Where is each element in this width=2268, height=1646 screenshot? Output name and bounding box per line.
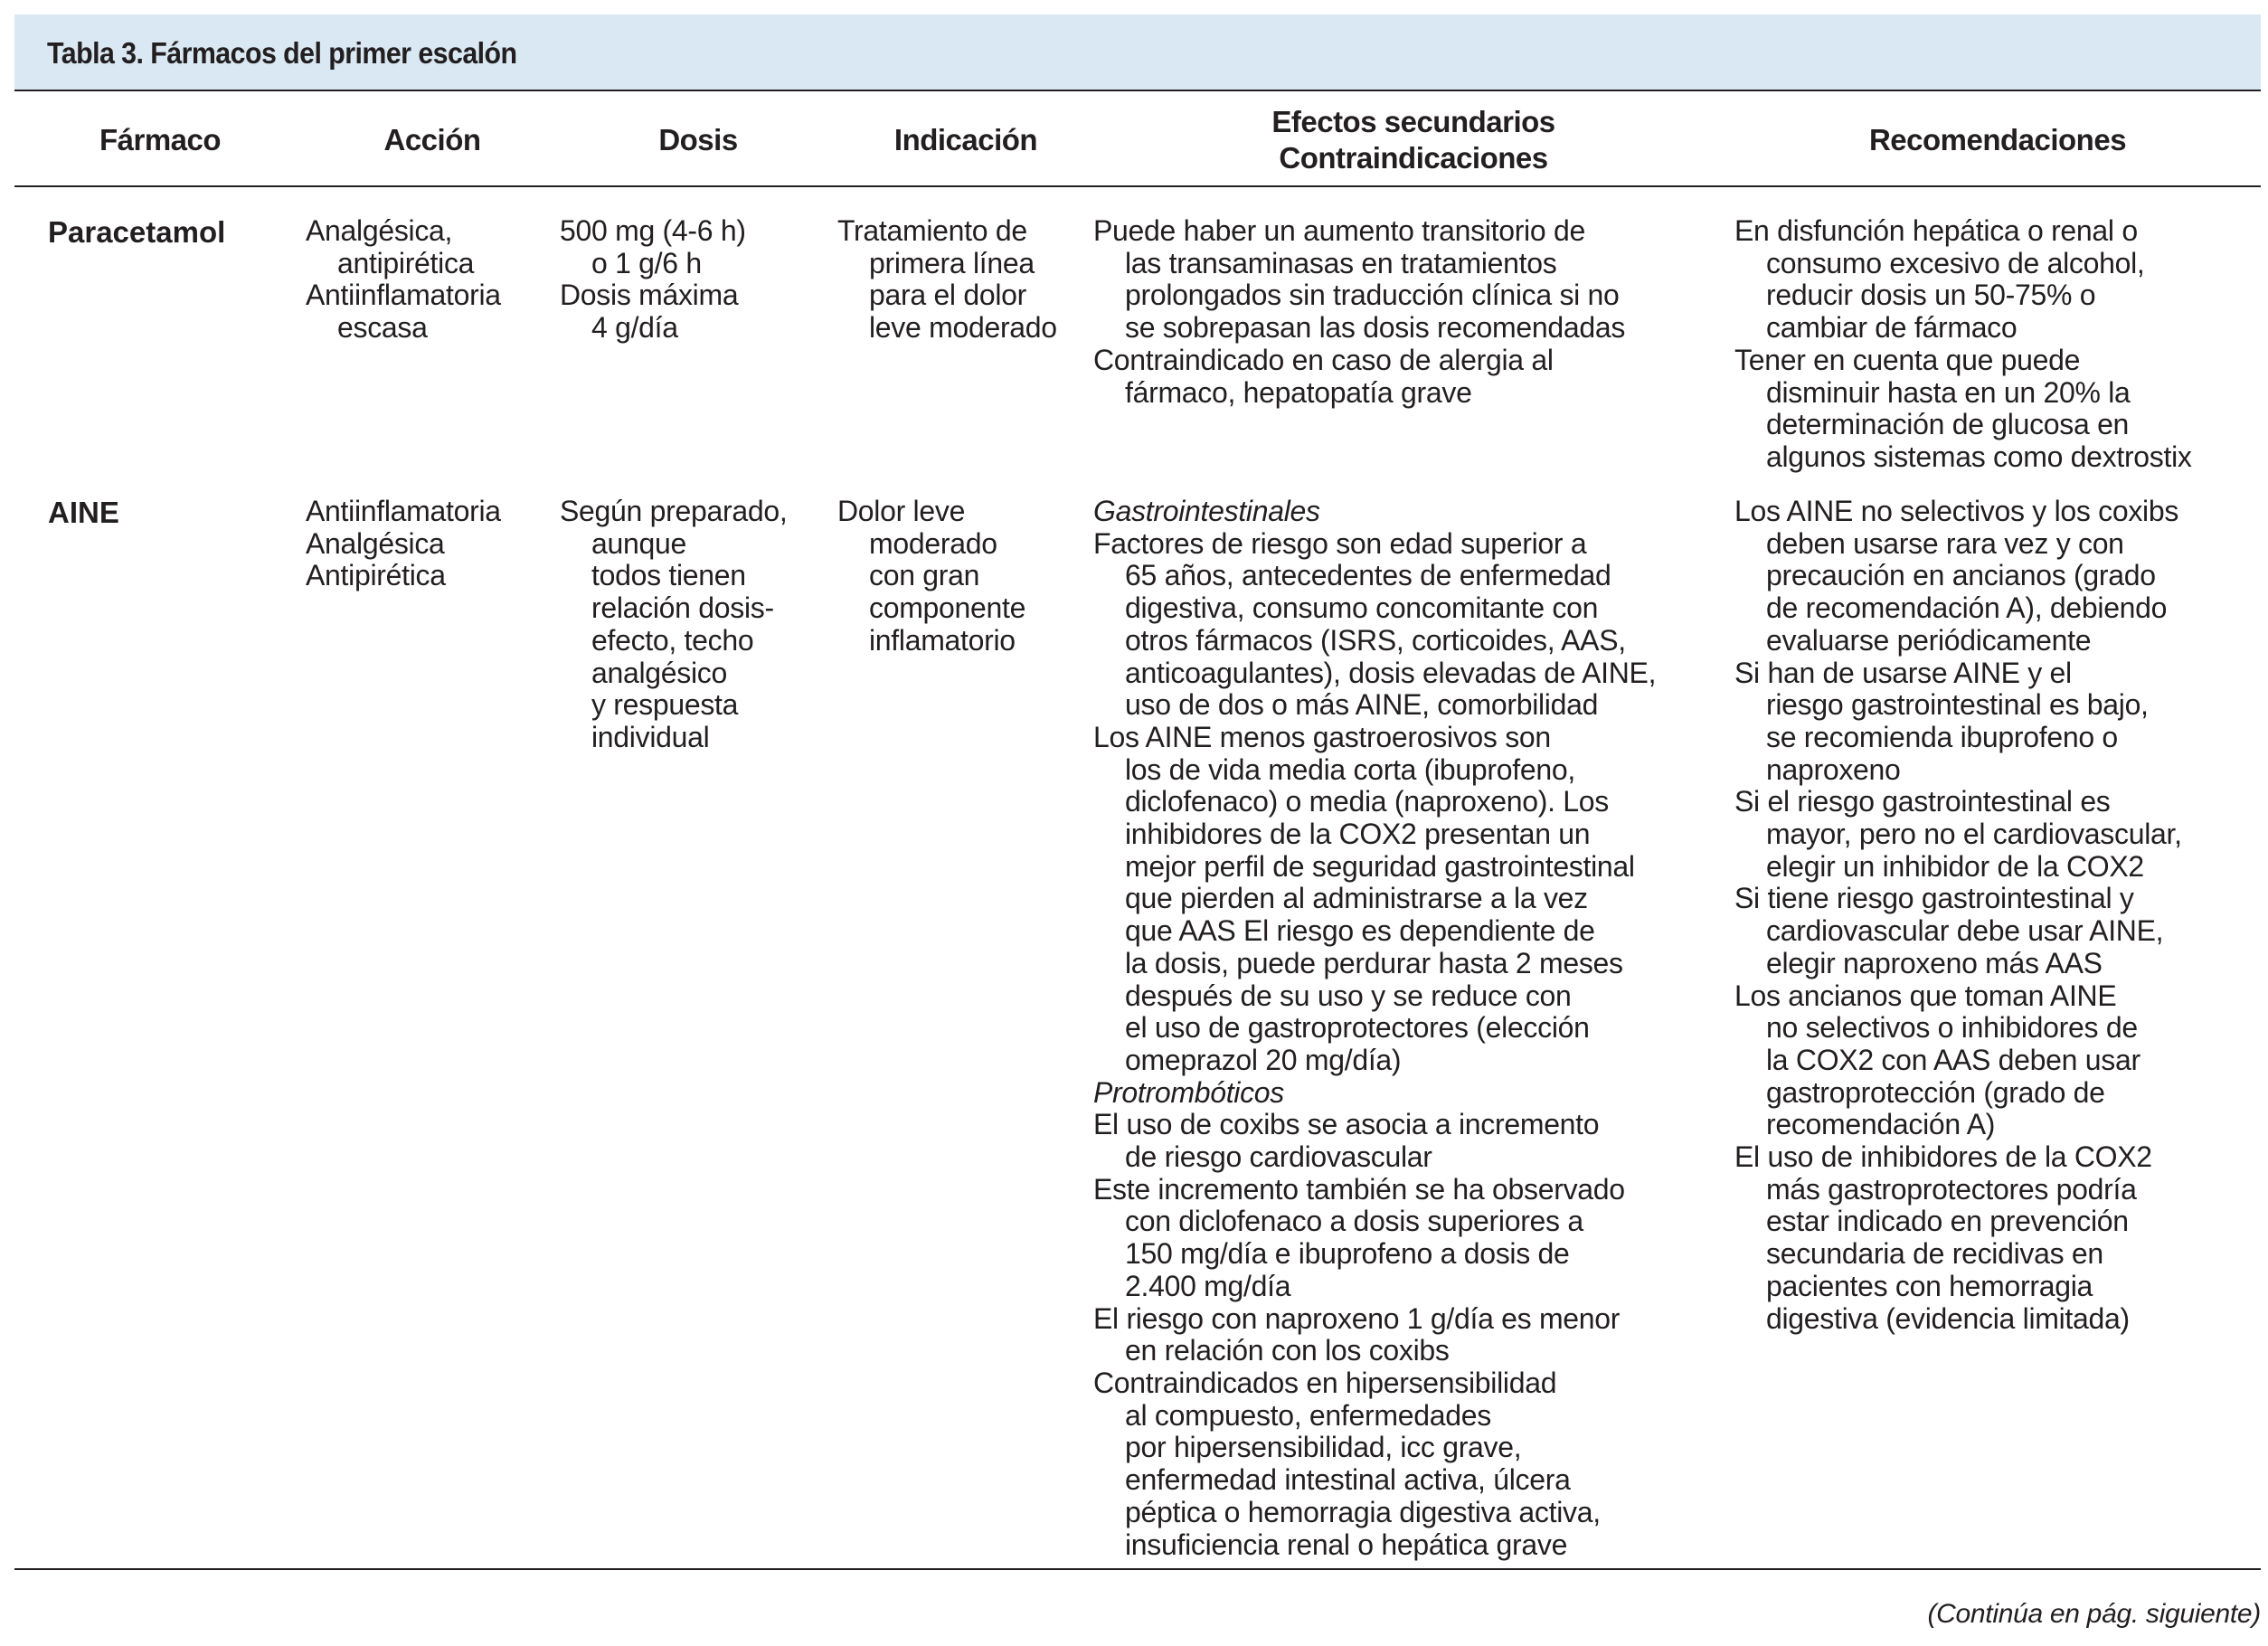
cell-line: se recomienda ibuprofeno o: [1766, 720, 2118, 753]
cell-line: Analgésica,: [306, 214, 453, 247]
table-title: Tabla 3. Fármacos del primer escalón: [47, 36, 517, 70]
cell-line: escasa: [337, 311, 428, 345]
drug-name: Paracetamol: [48, 215, 226, 249]
cell-line: los de vida media corta (ibuprofeno,: [1125, 752, 1575, 786]
cell-line: anticoagulantes), dosis elevadas de AINE,: [1125, 656, 1657, 689]
cell-line: después de su uso y se reduce con: [1125, 979, 1572, 1012]
header-label: Fármaco: [99, 123, 222, 156]
cell-line: digestiva (evidencia limitada): [1766, 1301, 2130, 1335]
cell-line: Dolor leve: [837, 495, 966, 527]
header-label: Indicación: [893, 123, 1038, 156]
cell-indicacion: [837, 215, 1057, 345]
cell-line: gastroprotección (grado de: [1766, 1075, 2105, 1109]
cell-line: Los ancianos que toman AINE: [1734, 979, 2117, 1012]
cell-line: Antipirética: [306, 559, 446, 592]
cell-line: otros fármacos (ISRS, corticoides, AAS,: [1125, 623, 1626, 657]
cell-line: individual: [591, 720, 710, 753]
cell-line: El uso de inhibidores de la COX2: [1734, 1140, 2152, 1174]
cell-line: consumo excesivo de alcohol,: [1766, 246, 2145, 279]
cell-line: con diclofenaco a dosis superiores a: [1125, 1205, 1583, 1238]
section-heading: Protrombóticos: [1093, 1075, 1284, 1109]
header-indicacion: [894, 95, 1037, 185]
cell-line: digestiva, consumo concomitante con: [1125, 591, 1599, 625]
cell-line: para el dolor: [869, 279, 1026, 312]
cell-line: Si tiene riesgo gastrointestinal y: [1734, 882, 2134, 915]
cell-line: Según preparado,: [560, 495, 788, 527]
cell-line: por hipersensibilidad, icc grave,: [1125, 1431, 1522, 1464]
cell-line: insuficiencia renal o hepática grave: [1125, 1528, 1568, 1561]
cell-line: evaluarse periódicamente: [1766, 623, 2092, 657]
cell-line: Factores de riesgo son edad superior a: [1093, 526, 1587, 560]
cell-line: que pierden al administrarse a la vez: [1125, 882, 1588, 915]
cell-line: pacientes con hemorragia: [1766, 1269, 2093, 1302]
cell-line: primera línea: [869, 246, 1035, 279]
cell-line: 4 g/día: [591, 311, 678, 345]
cell-line: riesgo gastrointestinal es bajo,: [1766, 688, 2149, 722]
cell-line: Tratamiento de: [837, 214, 1027, 247]
cell-line: aunque: [591, 526, 686, 560]
cell-line: Los AINE menos gastroerosivos son: [1093, 720, 1551, 753]
cell-line: reducir dosis un 50-75% o: [1766, 279, 2096, 312]
cell-line: inhibidores de la COX2 presentan un: [1125, 818, 1591, 851]
divider: [14, 185, 2261, 187]
cell-line: la dosis, puede perdurar hasta 2 meses: [1125, 946, 1623, 979]
cell-accion: [306, 215, 501, 345]
cell-line: mayor, pero no el cardiovascular,: [1766, 818, 2182, 851]
cell-line: las transaminasas en tratamientos: [1125, 246, 1557, 279]
cell-recomendaciones: [1734, 496, 2182, 1335]
cell-accion: [306, 496, 501, 592]
section-heading: Gastrointestinales: [1093, 495, 1320, 527]
header-label: Acción: [383, 123, 481, 156]
cell-line: relación dosis-: [591, 591, 774, 625]
cell-line: no selectivos o inhibidores de: [1766, 1011, 2138, 1045]
cell-line: secundaria de recidivas en: [1766, 1237, 2103, 1271]
cell-line: en relación con los coxibs: [1125, 1334, 1450, 1367]
cell-line: El uso de coxibs se asocia a incremento: [1093, 1108, 1600, 1141]
cell-line: omeprazol 20 mg/día): [1125, 1043, 1402, 1076]
divider: [14, 1568, 2261, 1570]
cell-line: uso de dos o más AINE, comorbilidad: [1125, 688, 1599, 722]
cell-line: algunos sistemas como dextrostix: [1766, 440, 2192, 473]
header-label: Efectos secundarios: [1271, 105, 1555, 138]
cell-line: elegir un inhibidor de la COX2: [1766, 849, 2144, 883]
header-label: Recomendaciones: [1868, 123, 2127, 156]
cell-line: la COX2 con AAS deben usar: [1766, 1043, 2140, 1076]
cell-line: deben usarse rara vez y con: [1766, 526, 2124, 560]
cell-line: Antiinflamatoria: [306, 495, 501, 527]
cell-line: 500 mg (4-6 h): [560, 214, 746, 247]
cell-line: mejor perfil de seguridad gastrointestinal: [1125, 849, 1635, 883]
cell-line: al compuesto, enfermedades: [1125, 1398, 1491, 1432]
cell-dosis: [560, 496, 787, 754]
cell-line: Puede haber un aumento transitorio de: [1093, 214, 1585, 247]
cell-line: enfermedad intestinal activa, úlcera: [1125, 1463, 1571, 1497]
cell-line: 2.400 mg/día: [1125, 1269, 1291, 1302]
header-label: Dosis: [658, 123, 738, 156]
cell-line: péptica o hemorragia digestiva activa,: [1125, 1495, 1601, 1528]
cell-line: y respuesta: [591, 688, 739, 722]
header-efectos: [1271, 95, 1555, 185]
header-dosis: [658, 95, 737, 185]
cell-line: Analgésica: [306, 526, 445, 560]
cell-line: de recomendación A), debiendo: [1766, 591, 2168, 625]
cell-line: Contraindicado en caso de alergia al: [1093, 343, 1554, 376]
cell-line: disminuir hasta en un 20% la: [1766, 375, 2131, 409]
header-recomendaciones: [1869, 95, 2126, 185]
cell-line: inflamatorio: [869, 623, 1016, 657]
cell-line: Antiinflamatoria: [306, 279, 501, 312]
cell-recomendaciones: [1734, 215, 2192, 474]
cell-line: más gastroprotectores podría: [1766, 1172, 2137, 1206]
cell-line: fármaco, hepatopatía grave: [1125, 375, 1472, 409]
cell-line: cambiar de fármaco: [1766, 311, 2018, 345]
cell-efectos: [1093, 215, 1625, 409]
cell-line: el uso de gastroprotectores (elección: [1125, 1011, 1590, 1045]
cell-line: todos tienen: [591, 559, 746, 592]
cell-line: antipirética: [337, 246, 475, 279]
cell-indicacion: [837, 496, 1025, 657]
cell-line: se sobrepasan las dosis recomendadas: [1125, 311, 1626, 345]
cell-dosis: [560, 215, 746, 345]
cell-line: Contraindicados en hipersensibilidad: [1093, 1366, 1557, 1399]
cell-line: El riesgo con naproxeno 1 g/día es menor: [1093, 1301, 1621, 1335]
cell-line: estar indicado en prevención: [1766, 1205, 2129, 1238]
cell-line: o 1 g/6 h: [591, 246, 702, 279]
cell-line: cardiovascular debe usar AINE,: [1766, 914, 2164, 948]
cell-line: Los AINE no selectivos y los coxibs: [1734, 495, 2179, 527]
cell-line: componente: [869, 591, 1026, 625]
divider: [14, 90, 2261, 91]
cell-line: elegir naproxeno más AAS: [1766, 946, 2103, 979]
cell-line: Dosis máxima: [560, 279, 739, 312]
cell-line: naproxeno: [1766, 752, 1901, 786]
continuation-note: (Continúa en pág. siguiente): [1927, 1599, 2261, 1629]
cell-line: determinación de glucosa en: [1766, 408, 2130, 441]
cell-line: diclofenaco) o media (naproxeno). Los: [1125, 785, 1609, 818]
cell-line: Si han de usarse AINE y el: [1734, 656, 2072, 689]
cell-line: 65 años, antecedentes de enfermedad: [1125, 559, 1611, 592]
cell-efectos: [1093, 496, 1656, 1561]
cell-line: 150 mg/día e ibuprofeno a dosis de: [1125, 1237, 1570, 1271]
header-farmaco: [99, 95, 221, 185]
drug-name: AINE: [48, 496, 119, 529]
cell-line: efecto, techo: [591, 623, 754, 657]
cell-line: analgésico: [591, 656, 728, 689]
header-label: Contraindicaciones: [1279, 141, 1548, 175]
cell-line: recomendación A): [1766, 1108, 1996, 1141]
cell-line: Este incremento también se ha observado: [1093, 1172, 1625, 1206]
cell-line: En disfunción hepática o renal o: [1734, 214, 2138, 247]
cell-line: que AAS El riesgo es dependiente de: [1125, 914, 1595, 948]
cell-line: prolongados sin traducción clínica si no: [1125, 279, 1620, 312]
cell-line: con gran: [869, 559, 980, 592]
cell-line: moderado: [869, 526, 997, 560]
cell-line: precaución en ancianos (grado: [1766, 559, 2156, 592]
cell-line: Tener en cuenta que puede: [1734, 343, 2081, 376]
cell-line: leve moderado: [869, 311, 1057, 345]
cell-line: de riesgo cardiovascular: [1125, 1140, 1432, 1174]
header-accion: [383, 95, 480, 185]
cell-line: Si el riesgo gastrointestinal es: [1734, 785, 2111, 818]
